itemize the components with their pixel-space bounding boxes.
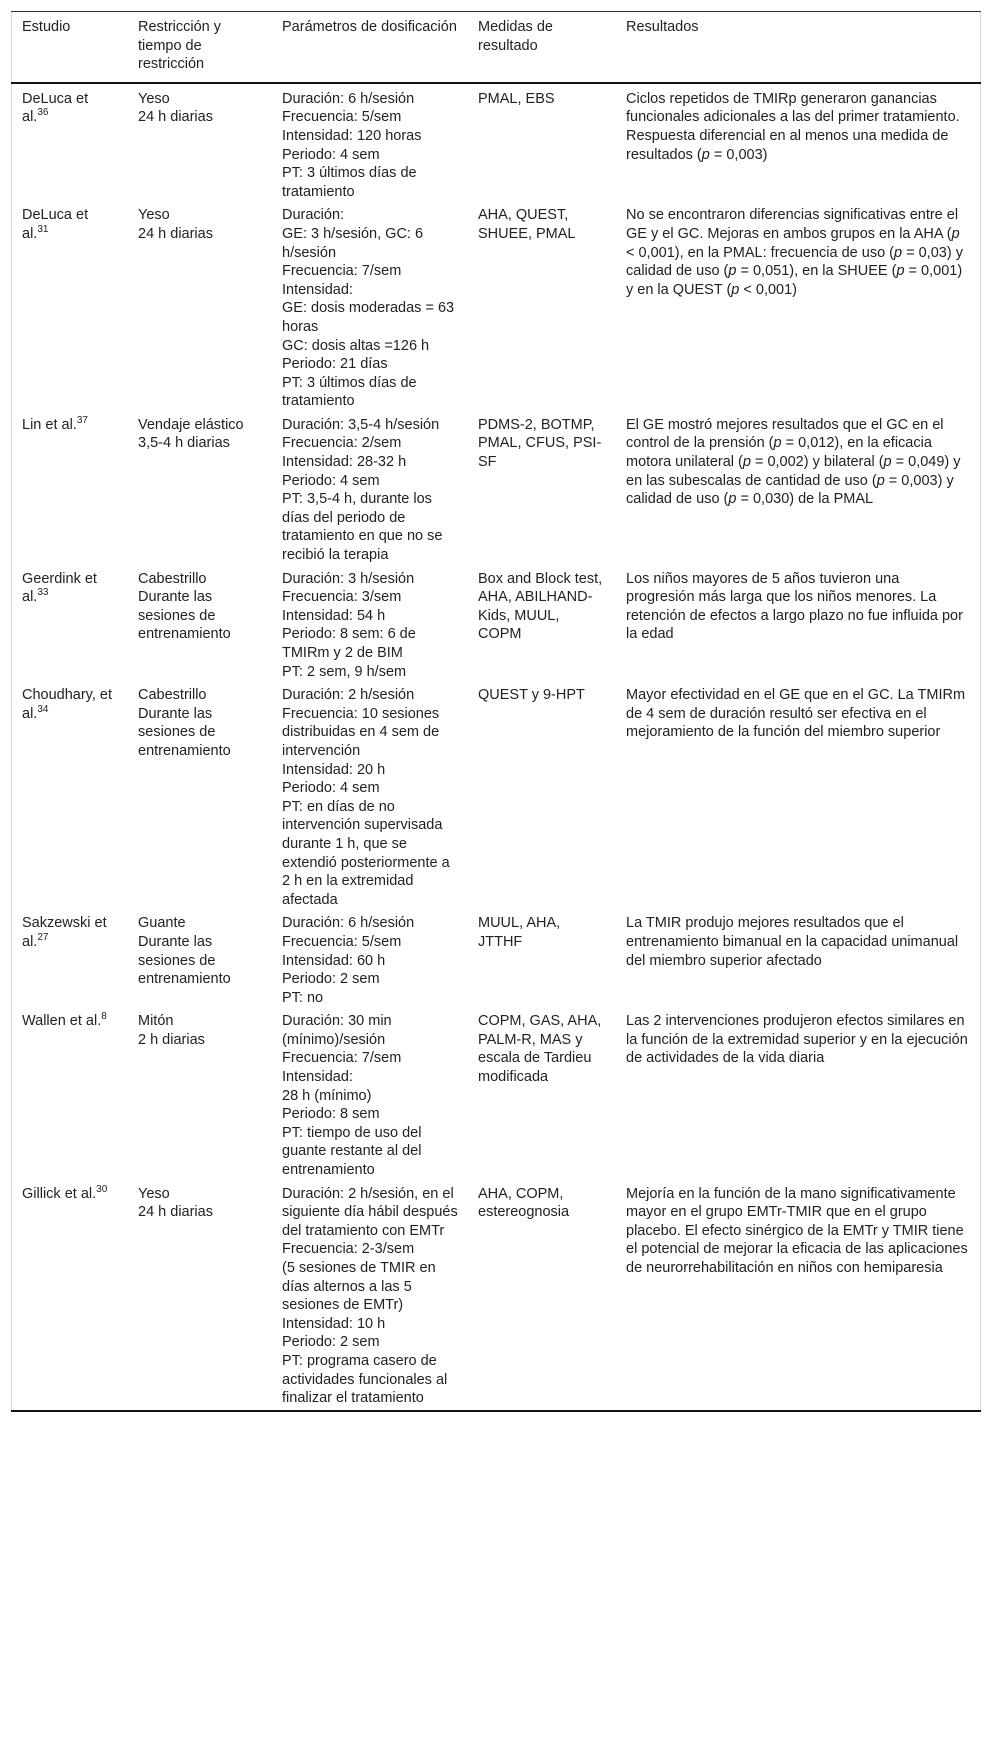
params-cell: [272, 413, 468, 567]
param-line: Periodo: 2 sem: [282, 1334, 380, 1351]
measures-cell: COPM, GAS, AHA, PALM-R, MAS y escala de Tardieu modificada: [478, 1013, 602, 1086]
param-line: Periodo: 2 sem: [282, 971, 380, 988]
results-cell: No se encontraron diferencias significativas entre el GE y el GC. Mejoras en ambos grupos en la AHA (p < 0,001), en la PMAL: frecuencia de uso (p = 0,03) y calidad de uso (p = 0,051), en la SHUEE (p = 0,001) y en la QUEST (p < 0,001): [626, 207, 963, 298]
params-cell: [272, 567, 468, 684]
param-line: GC: dosis altas =126 h: [282, 337, 430, 354]
param-line: Intensidad: 10 h: [282, 1315, 386, 1332]
results-cell: Las 2 intervenciones produjeron efectos similares en la función de la extremidad superior y en la ejecución de actividades de la vida diaria: [626, 1013, 968, 1067]
restriction-line: Vendaje elástico: [138, 416, 244, 433]
reference-number[interactable]: 33: [37, 587, 49, 599]
table-row: [12, 413, 981, 567]
restriction-cell: [128, 83, 272, 204]
param-line: Duración: 3,5-4 h/sesión: [282, 416, 440, 433]
table-row: [12, 203, 981, 413]
restriction-line: Durante las sesiones de entrenamiento: [138, 589, 231, 643]
param-line: PT: tiempo de uso del guante restante al del entrenamiento: [282, 1124, 422, 1179]
study-cell: [12, 1182, 129, 1411]
results-cell: Los niños mayores de 5 años tuvieron una progresión más larga que los niños menores. La retención de efectos a largo plazo no fue influida por la edad: [626, 570, 963, 643]
measures-cell: AHA, QUEST, SHUEE, PMAL: [478, 207, 576, 242]
study-cell: [12, 567, 129, 684]
restriction-line: Durante las sesiones de entrenamiento: [138, 933, 231, 988]
header-resultados: Resultados: [626, 19, 699, 35]
measures-cell: PMAL, EBS: [478, 90, 555, 107]
param-line: Periodo: 8 sem: 6 de TMIRm y 2 de BIM: [282, 626, 416, 661]
param-line: Periodo: 4 sem: [282, 146, 380, 163]
study-cell: [12, 911, 129, 1009]
params-cell: [272, 911, 468, 1009]
param-line: Duración: 6 h/sesión: [282, 90, 415, 107]
param-line: 28 h (mínimo): [282, 1087, 372, 1104]
param-line: Intensidad: 28-32 h: [282, 454, 407, 471]
restriction-cell: [128, 911, 272, 1009]
param-line: Frecuencia: 2-3/sem: [282, 1241, 415, 1258]
params-cell: [272, 1009, 468, 1181]
table-row: [12, 1182, 981, 1411]
param-line: PT: no: [282, 989, 324, 1006]
param-line: Frecuencia: 10 sesiones distribuidas en 4 sem de intervención: [282, 705, 440, 759]
param-line: Intensidad: 20 h: [282, 761, 386, 778]
reference-number[interactable]: 34: [37, 703, 49, 715]
study-name: DeLuca et al.: [22, 90, 89, 126]
restriction-line: Guante: [138, 915, 186, 932]
param-line: Frecuencia: 7/sem: [282, 263, 402, 280]
results-cell: Mejoría en la función de la mano significativamente mayor en el grupo EMTr-TMIR que en el grupo placebo. El efecto sinérgico de la EMTr y TMIR tiene el potencial de mejorar la eficacia de las aplicaciones de neurorrehabilitación en niños con hemiparesia: [626, 1185, 968, 1276]
param-line: PT: 3 últimos días de tratamiento: [282, 165, 417, 200]
restriction-cell: [128, 1009, 272, 1181]
param-line: Intensidad: 54 h: [282, 607, 386, 624]
study-cell: [12, 683, 129, 911]
study-cell: [12, 1009, 129, 1181]
results-cell: Ciclos repetidos de TMIRp generaron ganancias funcionales adicionales a las del primer tratamiento. Respuesta diferencial en al menos una medida de resultados (p = 0,003): [626, 90, 960, 163]
restriction-line: Yeso: [138, 1185, 170, 1202]
param-line: Intensidad:: [282, 281, 353, 298]
study-name: Lin et al.: [22, 416, 77, 433]
reference-number[interactable]: 37: [76, 415, 88, 427]
param-line: Duración: 30 min (mínimo)/sesión: [282, 1013, 392, 1048]
header-parametros: Parámetros de dosificación: [282, 19, 457, 35]
header-estudio: Estudio: [22, 19, 71, 35]
table-row: [12, 1009, 981, 1181]
results-cell: Mayor efectividad en el GE que en el GC. La TMIRm de 4 sem de duración resultó ser efectiva en el mejoramiento de la función del miembro superior: [626, 687, 966, 741]
params-cell: [272, 1182, 468, 1411]
study-cell: [12, 203, 129, 413]
measures-cell: Box and Block test, AHA, ABILHAND-Kids, MUUL, COPM: [478, 570, 603, 643]
restriction-line: 2 h diarias: [138, 1031, 205, 1048]
header-restriccion: Restricción y tiempo de restricción: [138, 19, 221, 73]
param-line: Intensidad:: [282, 1069, 353, 1086]
restriction-line: Yeso: [138, 207, 170, 224]
reference-number[interactable]: 27: [37, 932, 49, 944]
params-cell: [272, 83, 468, 204]
restriction-cell: [128, 683, 272, 911]
study-name: DeLuca et al.: [22, 207, 89, 242]
param-line: Duración: 2 h/sesión, en el siguiente día hábil después del tratamiento con EMTr: [282, 1185, 458, 1239]
measures-cell: AHA, COPM, estereognosia: [478, 1185, 570, 1221]
restriction-line: 24 h diarias: [138, 1204, 213, 1221]
restriction-line: Durante las sesiones de entrenamiento: [138, 705, 231, 759]
restriction-line: 3,5-4 h diarias: [138, 435, 230, 452]
param-line: Frecuencia: 3/sem: [282, 589, 402, 606]
param-line: Frecuencia: 5/sem: [282, 109, 402, 126]
param-line: Periodo: 4 sem: [282, 780, 380, 797]
table-row: [12, 567, 981, 684]
restriction-cell: [128, 203, 272, 413]
param-line: (5 sesiones de TMIR en días alternos a las 5 sesiones de EMTr): [282, 1260, 436, 1314]
param-line: PT: 3,5-4 h, durante los días del periodo de tratamiento en que no se recibió la terapia: [282, 491, 443, 564]
measures-cell: QUEST y 9-HPT: [478, 687, 585, 704]
param-line: Duración: 6 h/sesión: [282, 915, 415, 932]
table-row: [12, 683, 981, 911]
measures-cell: PDMS-2, BOTMP, PMAL, CFUS, PSI-SF: [478, 416, 602, 471]
reference-number[interactable]: 30: [96, 1183, 108, 1195]
param-line: GE: 3 h/sesión, GC: 6 h/sesión: [282, 225, 424, 261]
param-line: PT: programa casero de actividades funcionales al finalizar el tratamiento: [282, 1352, 448, 1407]
study-name: Choudhary, et al.: [22, 687, 113, 722]
param-line: PT: 2 sem, 9 h/sem: [282, 663, 407, 680]
study-name: Sakzewski et al.: [22, 915, 107, 950]
param-line: Intensidad: 120 horas: [282, 127, 422, 144]
params-cell: [272, 203, 468, 413]
study-cell: [12, 413, 129, 567]
header-medidas: Medidas de resultado: [478, 19, 553, 54]
reference-number[interactable]: 31: [37, 224, 49, 236]
study-name: Wallen et al.: [22, 1013, 102, 1030]
param-line: Duración: 3 h/sesión: [282, 570, 415, 587]
restriction-cell: [128, 413, 272, 567]
restriction-line: Mitón: [138, 1013, 174, 1030]
param-line: GE: dosis moderadas = 63 horas: [282, 300, 455, 335]
reference-number[interactable]: 8: [101, 1011, 107, 1023]
restriction-cell: [128, 567, 272, 684]
param-line: Duración: 2 h/sesión: [282, 687, 415, 704]
param-line: Periodo: 8 sem: [282, 1106, 380, 1123]
study-name: Geerdink et al.: [22, 570, 97, 606]
param-line: Frecuencia: 2/sem: [282, 435, 402, 452]
param-line: PT: en días de no intervención supervisada durante 1 h, que se extendió posteriormente a 2 h en la extremidad afectada: [282, 798, 450, 908]
study-name: Gillick et al.: [22, 1185, 97, 1202]
param-line: Duración:: [282, 207, 345, 224]
param-line: PT: 3 últimos días de tratamiento: [282, 374, 417, 410]
restriction-cell: [128, 1182, 272, 1411]
measures-cell: MUUL, AHA, JTTHF: [478, 915, 561, 950]
restriction-line: Cabestrillo: [138, 570, 207, 587]
table-row: [12, 83, 981, 204]
params-cell: [272, 683, 468, 911]
param-line: Periodo: 4 sem: [282, 472, 380, 489]
results-cell: La TMIR produjo mejores resultados que el entrenamiento bimanual en la capacidad unimanual del miembro superior afectado: [626, 915, 959, 969]
study-cell: [12, 83, 129, 204]
param-line: Periodo: 21 días: [282, 356, 388, 373]
header-row: [12, 12, 981, 83]
table-row: [12, 911, 981, 1009]
studies-table: [11, 11, 981, 1412]
reference-number[interactable]: 36: [37, 107, 49, 119]
results-cell: El GE mostró mejores resultados que el GC en el control de la prensión (p = 0,012), en la eficacia motora unilateral (p = 0,002) y bilateral (p = 0,049) y en las subescalas de cantidad de uso (p = 0,003) y calidad de uso (p = 0,030) de la PMAL: [626, 416, 961, 508]
param-line: Frecuencia: 5/sem: [282, 933, 402, 950]
param-line: Frecuencia: 7/sem: [282, 1050, 402, 1067]
restriction-line: 24 h diarias: [138, 225, 213, 242]
restriction-line: 24 h diarias: [138, 109, 213, 126]
restriction-line: Yeso: [138, 90, 170, 107]
restriction-line: Cabestrillo: [138, 687, 207, 704]
param-line: Intensidad: 60 h: [282, 952, 386, 969]
